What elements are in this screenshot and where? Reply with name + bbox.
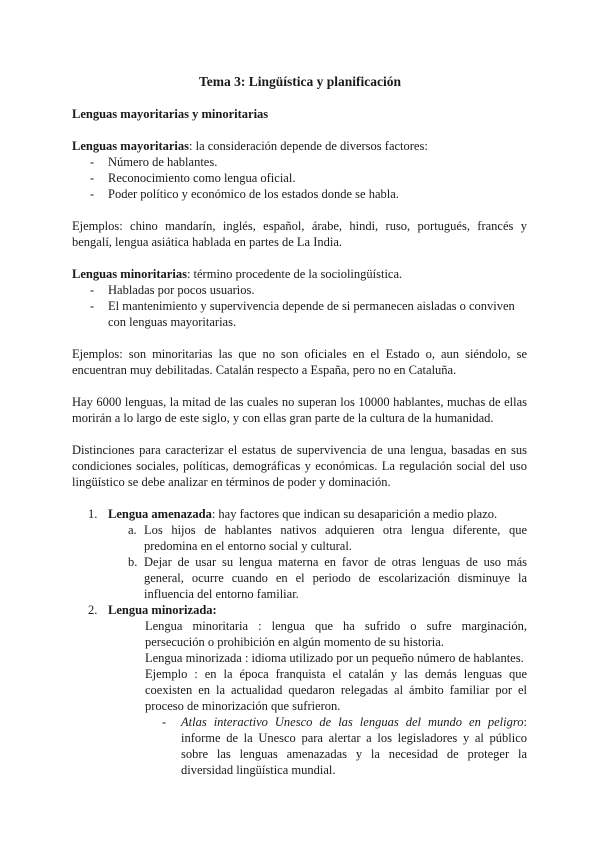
list-item xyxy=(72,186,527,202)
list-item xyxy=(72,154,527,170)
subitem-text: Los hijos de hablantes nativos adquieren otra lengua diferente, que predomina en el entorno social y cultural. xyxy=(144,523,527,553)
list-item-text: Número de hablantes. xyxy=(108,155,218,169)
list-item xyxy=(72,298,527,330)
subitem-marker: a. xyxy=(128,523,137,537)
list-item xyxy=(72,282,527,298)
minoritarias-term: Lenguas minoritarias xyxy=(72,267,187,281)
subitem-marker: b. xyxy=(128,555,138,569)
numbered-list xyxy=(72,506,527,778)
minorizada-paragraph-2: Lengua minorizada : idioma utilizado por un pequeño número de hablantes. xyxy=(145,651,524,665)
dash-marker: - xyxy=(90,171,95,185)
minorizada-paragraph-1: Lengua minoritaria : lengua que ha sufrido o sufre marginación, persecución o prohibición en algún momento de su historia. xyxy=(145,619,527,649)
mayoritarias-definition xyxy=(72,138,527,154)
mayoritarias-term: Lenguas mayoritarias xyxy=(72,139,190,153)
dash-marker: - xyxy=(90,283,95,297)
list-subitem xyxy=(72,522,527,554)
list-item-text: Reconocimiento como lengua oficial. xyxy=(108,171,296,185)
minoritarias-list xyxy=(72,282,527,330)
atlas-text: : informe de la Unesco para alertar a los legisladores y al público sobre las lenguas amenazadas y la necesidad de proteger la diversidad lingüística mundial. xyxy=(181,715,527,777)
list-item-minorizada xyxy=(72,602,527,618)
amenazada-text: : hay factores que indican su desaparición a medio plazo. xyxy=(211,507,498,521)
atlas-title: Atlas interactivo Unesco de las lenguas del mundo en peligro xyxy=(181,715,524,729)
mayoritarias-examples: Ejemplos: chino mandarín, inglés, español, árabe, hindi, ruso, portugués, francés y bengalí, lengua asiática hablada en partes de La India. xyxy=(72,219,527,249)
subitem-text: Dejar de usar su lengua materna en favor de otras lenguas de uso más general, ocurre cuando en el periodo de escolarización disminuye la influencia del entorno familiar. xyxy=(144,555,527,601)
mayoritarias-definition-text: : la consideración depende de diversos factores: xyxy=(189,139,428,153)
list-item-text: Habladas por pocos usuarios. xyxy=(108,283,255,297)
list-item-text: El mantenimiento y supervivencia depende de si permanecen aisladas o conviven con lenguas mayoritarias. xyxy=(108,299,515,329)
list-item-amenazada xyxy=(72,506,527,522)
page-title: Tema 3: Lingüística y planificación xyxy=(198,74,402,89)
list-number: 1. xyxy=(88,507,98,521)
paragraph-distinciones: Distinciones para caracterizar el estatus de supervivencia de una lengua, basadas en sus condiciones sociales, políticas, demográficas y económicas. La regulación social del uso lingüístico se debe analizar en términos de poder y dominación. xyxy=(72,443,527,489)
list-number: 2. xyxy=(88,603,98,617)
dash-marker: - xyxy=(162,715,167,729)
amenazada-term: Lengua amenazada xyxy=(108,507,212,521)
minorizada-term: Lengua minorizada: xyxy=(108,603,217,617)
mayoritarias-list xyxy=(72,154,527,202)
dash-marker: - xyxy=(90,187,95,201)
atlas-item xyxy=(72,714,527,778)
minoritarias-examples: Ejemplos: son minoritarias las que no son oficiales en el Estado o, aun siéndolo, se encuentran muy debilitadas. Catalán respecto a España, pero no en Cataluña. xyxy=(72,347,527,377)
minorizada-paragraph-3: Ejemplo : en la época franquista el catalán y las demás lenguas que coexisten en la actualidad quedaron relegadas al ámbito familiar por el proceso de minorización que sufrieron. xyxy=(145,667,527,713)
list-subitem xyxy=(72,554,527,602)
section-heading: Lenguas mayoritarias y minoritarias xyxy=(72,107,269,121)
list-item-text: Poder político y económico de los estados donde se habla. xyxy=(108,187,399,201)
paragraph-6000-lenguas: Hay 6000 lenguas, la mitad de las cuales no superan los 10000 hablantes, muchas de ellas morirán a lo largo de este siglo, y con ellas gran parte de la cultura de la humanidad. xyxy=(72,395,527,425)
minoritarias-definition xyxy=(72,266,527,282)
list-item xyxy=(72,170,527,186)
dash-marker: - xyxy=(90,299,95,313)
minoritarias-definition-text: : término procedente de la sociolingüística. xyxy=(186,267,403,281)
dash-marker: - xyxy=(90,155,95,169)
